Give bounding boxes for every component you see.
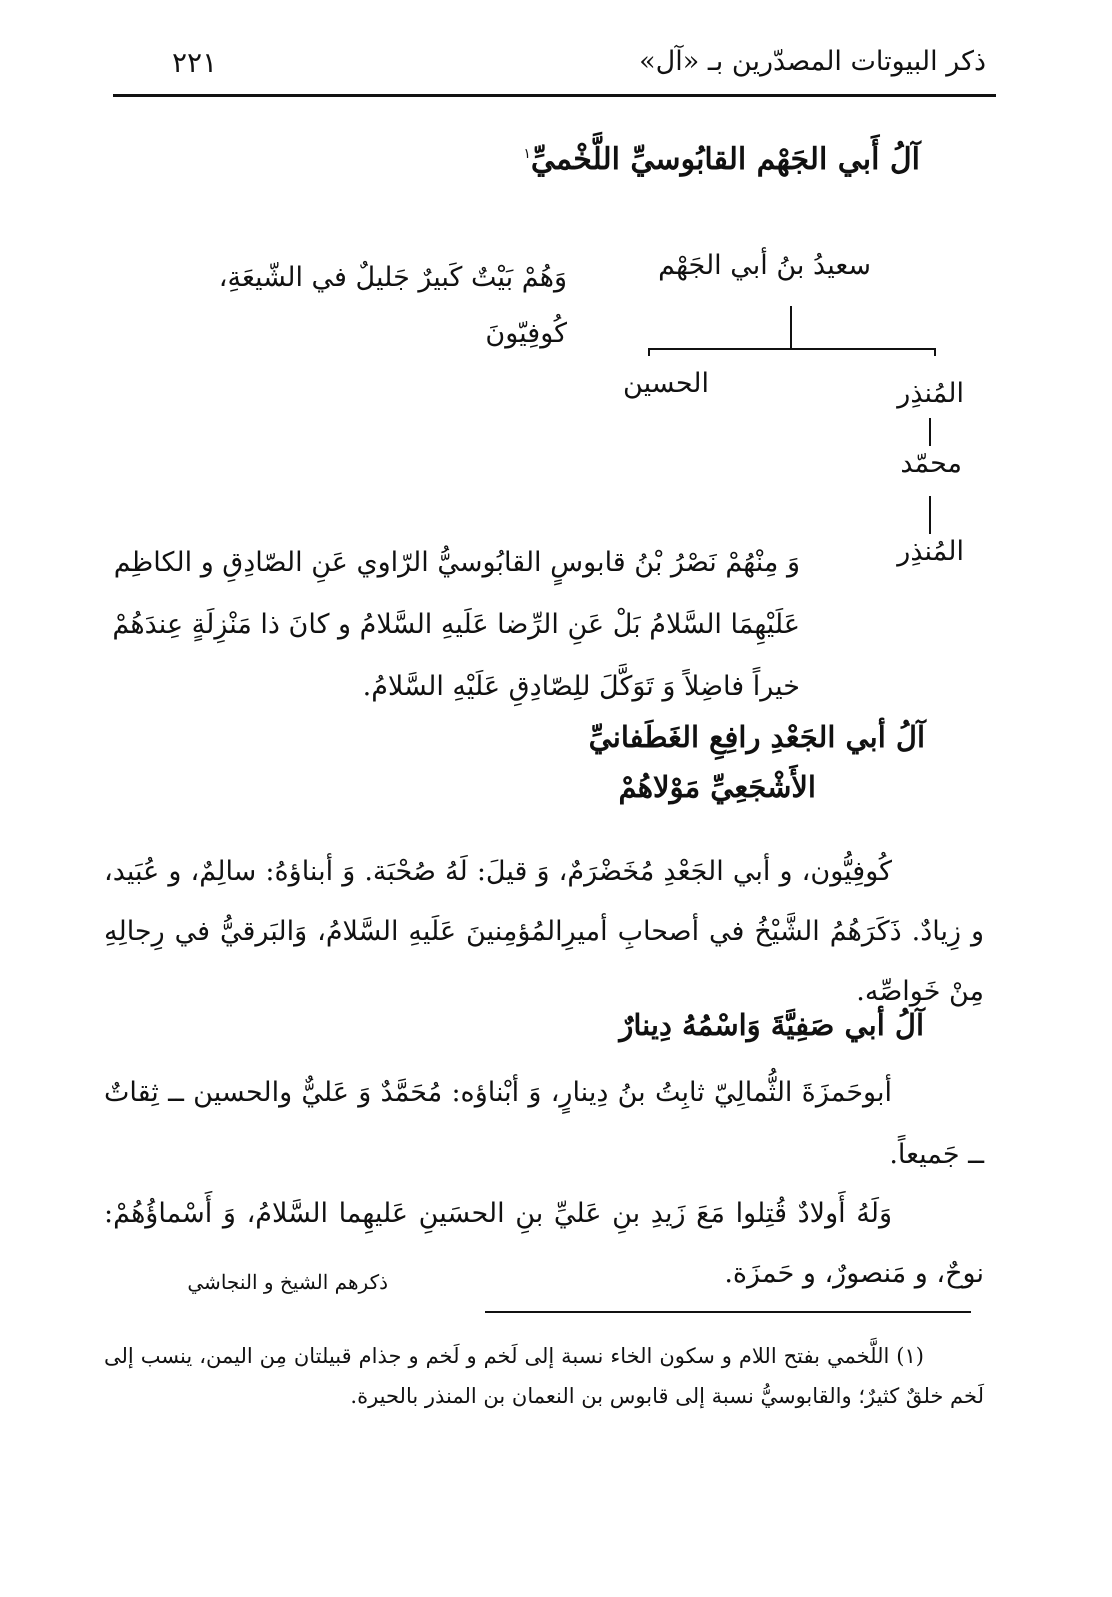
tree-connector-right-tick: [934, 348, 936, 356]
footnote-rule: [485, 1311, 971, 1313]
genealogy-child-al-husayn: الحسين: [623, 368, 709, 399]
tree-connector-gc2: [929, 496, 931, 534]
footnote-ref: ١: [523, 146, 531, 162]
genealogy-grandchild-muhammad: محمّد: [900, 448, 962, 479]
genealogy-great-grandchild-al-mundhir: المُنذِر: [897, 536, 964, 567]
marginal-note: ذكرهم الشيخ و النجاشي: [187, 1270, 388, 1294]
section-heading-text: آلُ أَبي الجَهْم القابُوسيِّ اللَّخْميِّ: [530, 142, 920, 177]
section-body-abi-al-jahm: وَ مِنْهُمْ نَصْرُ بْنُ قابوسٍ القابُوسيُّ الرّاوي عَنِ الصّادِقِ و الكاظِم عَلَيْهِمَا السَّلامُ بَلْ عَنِ الرِّضا عَلَيهِ السَّلامُ و كانَ ذا مَنْزِلَةٍ عِندَهُمْ خيراً فاضِلاً وَ تَوَكَّلَ للِصّادِقِ عَلَيْهِ السَّلامُ.: [112, 547, 800, 702]
genealogy-root: سعيدُ بنُ أبي الجَهْم: [658, 250, 871, 281]
section-heading-abi-al-jad-line2: الأَشْجَعِيِّ مَوْلاهُمْ: [618, 770, 816, 804]
header-rule: [113, 94, 996, 97]
page-number: ٢٢١: [172, 46, 218, 79]
section-body-abi-safiyya-1: أبوحَمزَةَ الثُّمالِيّ ثابِتُ بنُ دِينارٍ، وَ أبْناؤه: مُحَمَّدٌ وَ عَليٌّ والحسين ــ ثِقاتٌ ــ جَميعاً.: [104, 1077, 984, 1170]
running-header: ذكر البيوتات المصدّرين بـ «آل»: [639, 46, 986, 77]
section-heading-abi-safiyya: آلُ أبي صَفِيَّةَ وَاسْمُهُ دِينارٌ: [619, 1008, 924, 1042]
tree-connector-root: [790, 306, 792, 348]
section-heading-abi-al-jad-line1: آلُ أبي الجَعْدِ رافِعِ الغَطَفانيِّ: [588, 720, 925, 754]
family-description: وَهُمْ بَيْتٌ كَبيرٌ جَليلٌ في الشّيعَةِ، كُوفِيّونَ: [218, 262, 567, 349]
footnote: (١) اللَّخمي بفتح اللام و سكون الخاء نسبة إلى لَخم و لَخم و جذام قبيلتان مِن اليمن، ينسب إلى لَخم خلقٌ كثيرٌ؛ والقابوسيُّ نسبة إلى قابوس بن النعمان بن المنذر بالحيرة.: [104, 1344, 984, 1408]
section-body-abi-safiyya-2: وَلَهُ أَولادٌ قُتِلوا مَعَ زَيدِ بنِ عَليِّ بنِ الحسَينِ عَليهِما السَّلامُ، وَ أَسْماؤُهُمْ: نوحٌ، و مَنصورٌ، و حَمزَة.: [104, 1198, 984, 1289]
section-body-abi-al-jad: كُوفِيُّون، و أبي الجَعْدِ مُخَضْرَمٌ، وَ قيلَ: لَهُ صُحْبَة. وَ أبناؤهُ: سالِمٌ، و عُبَيد، و زِيادٌ. ذَكَرَهُمُ الشَّيْخُ في أصحابِ أميرِالمُؤمِنينَ عَلَيهِ السَّلامُ، وَالبَرقيُّ في رِجالِهِ مِنْ خَواصِّه.: [104, 856, 984, 1007]
tree-connector-left-tick: [648, 348, 650, 356]
section-heading-abi-al-jahm: [523, 142, 920, 177]
genealogy-child-al-mundhir: المُنذِر: [897, 378, 964, 409]
tree-connector-gc1: [929, 418, 931, 446]
tree-connector-branch: [648, 348, 936, 350]
